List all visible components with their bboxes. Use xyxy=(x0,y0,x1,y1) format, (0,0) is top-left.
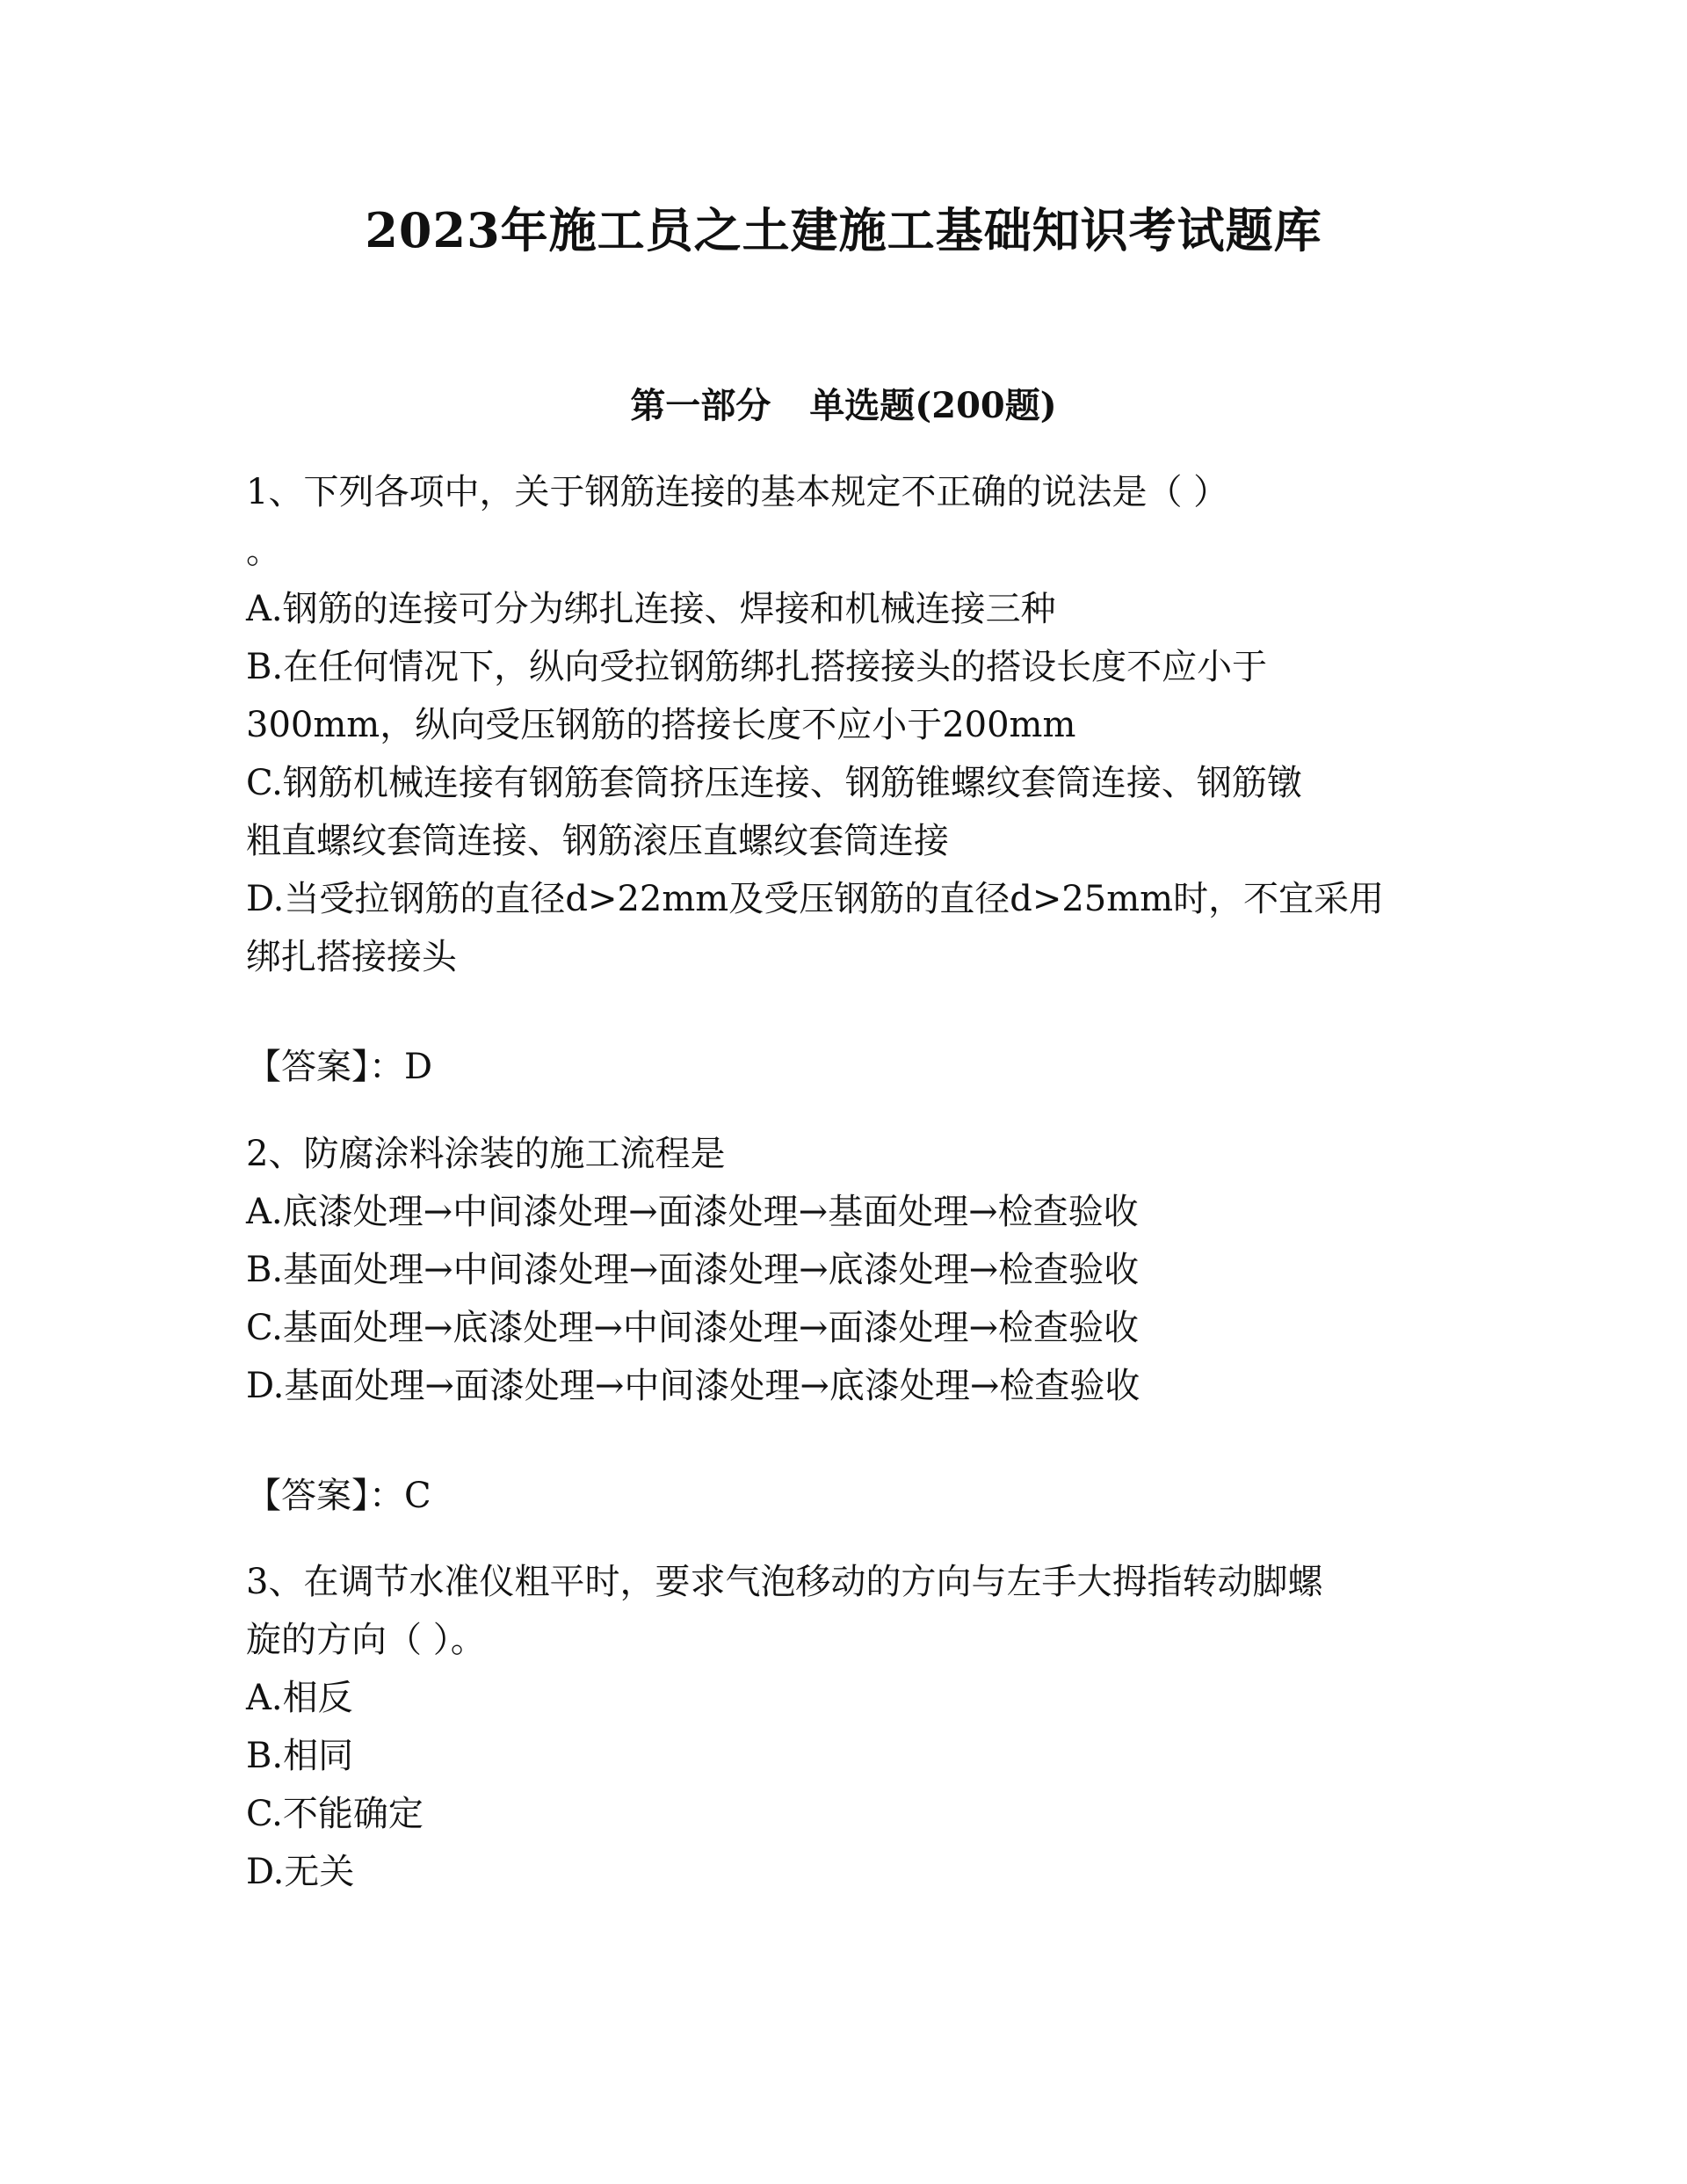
question-2-stem-line-1: 2、防腐涂料涂装的施工流程是 xyxy=(246,1134,726,1174)
question-3-stem-line-1: 3、在调节水准仪粗平时，要求气泡移动的方向与左手大拇指转动脚螺 xyxy=(246,1562,1323,1602)
question-1-option-b-line-2: 300mm，纵向受压钢筋的搭接长度不应小于200mm xyxy=(246,705,1076,745)
question-1-option-b-line-1: B.在任何情况下，纵向受拉钢筋绑扎搭接接头的搭设长度不应小于 xyxy=(246,647,1268,687)
section-part-label: 第一部分 xyxy=(630,385,771,426)
question-3-option-b: B.相同 xyxy=(246,1736,354,1776)
document-title: 2023年施工员之土建施工基础知识考试题库 xyxy=(365,202,1322,258)
section-name-label: 单选题(200题) xyxy=(809,385,1057,426)
question-2-option-d: D.基面处理→面漆处理→中间漆处理→底漆处理→检查验收 xyxy=(246,1366,1140,1406)
question-1-option-c-line-2: 粗直螺纹套筒连接、钢筋滚压直螺纹套筒连接 xyxy=(246,821,949,861)
question-3-stem-line-2: 旋的方向（ ）。 xyxy=(246,1620,486,1660)
question-3-option-a: A.相反 xyxy=(246,1678,353,1718)
question-2-option-b: B.基面处理→中间漆处理→面漆处理→底漆处理→检查验收 xyxy=(246,1250,1140,1290)
question-1-option-d-line-1: D.当受拉钢筋的直径d>22mm及受压钢筋的直径d>25mm时，不宜采用 xyxy=(246,879,1385,919)
answer-value: D xyxy=(404,1047,433,1087)
answer-label: 【答案】： xyxy=(246,1476,404,1516)
question-3-option-d: D.无关 xyxy=(246,1852,355,1892)
question-2-option-a: A.底漆处理→中间漆处理→面漆处理→基面处理→检查验收 xyxy=(246,1192,1139,1232)
question-1-option-c-line-1: C.钢筋机械连接有钢筋套筒挤压连接、钢筋锥螺纹套筒连接、钢筋镦 xyxy=(246,763,1302,803)
question-1-stem-line-1: 1、下列各项中，关于钢筋连接的基本规定不正确的说法是（ ） xyxy=(246,472,1229,512)
section-heading xyxy=(0,380,1687,432)
question-2-answer xyxy=(246,1469,1441,1522)
question-3-option-c: C.不能确定 xyxy=(246,1794,424,1834)
answer-label: 【答案】： xyxy=(246,1047,404,1087)
answer-value: C xyxy=(404,1476,431,1516)
question-1-option-a: A.钢筋的连接可分为绑扎连接、焊接和机械连接三种 xyxy=(246,589,1056,629)
question-1-option-d-line-2: 绑扎搭接接头 xyxy=(246,937,457,977)
question-1-answer xyxy=(246,1041,1441,1093)
question-1-stem-line-2: 。 xyxy=(246,531,281,571)
question-2-option-c: C.基面处理→底漆处理→中间漆处理→面漆处理→检查验收 xyxy=(246,1308,1139,1348)
